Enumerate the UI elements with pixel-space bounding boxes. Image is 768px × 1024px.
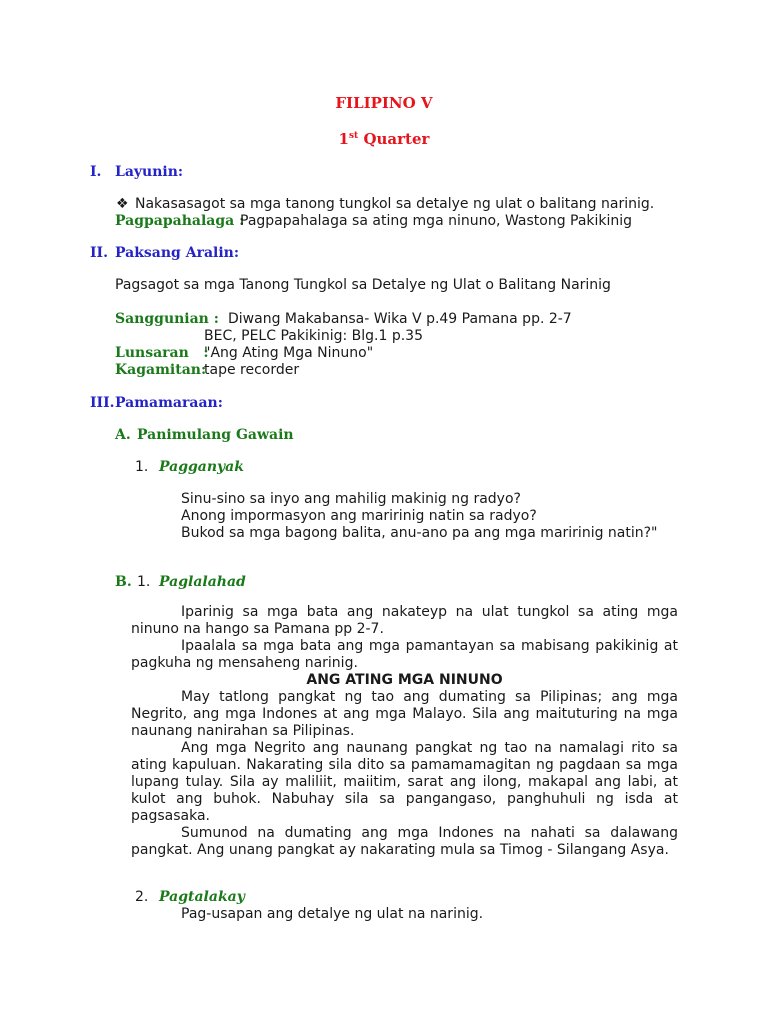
section-2-roman: II. — [90, 245, 108, 261]
kagamitan-label: Kagamitan: — [115, 362, 207, 378]
step-b1-number: 1. — [137, 574, 151, 590]
sanggunian-label: Sanggunian : — [115, 311, 219, 327]
objective-text: Nakasasagot sa mga tanong tungkol sa detalye ng ulat o balitang narinig. — [135, 196, 655, 212]
topic-text: Pagsagot sa mga Tanong Tungkol sa Detalye ng Ulat o Balitang Narinig — [115, 277, 611, 293]
story-body — [131, 689, 678, 859]
question-2: Anong impormasyon ang maririnig natin sa radyo? — [181, 508, 537, 524]
question-1: Sinu-sino sa inyo ang mahilig makinig ng radyo? — [181, 491, 521, 507]
step-b2-heading: Pagtalakay — [159, 889, 245, 905]
subsection-a-letter: A. — [115, 427, 131, 443]
story-paragraph-1: May tatlong pangkat ng tao ang dumating sa Pilipinas; ang mga Negrito, ang mga Indones at ang mga Malayo. Sila ang maituturing na mga naunang nanirahan sa Pilipinas. — [131, 689, 678, 739]
story-paragraph-2: Ang mga Negrito ang naunang pangkat ng tao na namalagi rito sa ating kapuluan. Nakarating sila dito sa pamamamagitan ng pagdaan sa mga lupang tulay. Sila ay maliliit, maiitim, sarat ang ilong, makapal ang labi, at kulot ang buhok. Nabuhay sila sa pangangaso, panghuhuli ng isda at pagsasaka. — [131, 740, 678, 824]
section-1-roman: I. — [90, 164, 102, 180]
pagtalakay-text: Pag-usapan ang detalye ng ulat na narinig. — [181, 906, 484, 922]
quarter-number: 1 — [338, 130, 349, 148]
question-3: Bukod sa mga bagong balita, anu-ano pa ang mga maririnig natin?" — [181, 525, 658, 541]
sanggunian-value-2: BEC, PELC Pakikinig: Blg.1 p.35 — [204, 328, 423, 344]
bullet-icon: ❖ — [116, 196, 129, 212]
section-1-heading: Layunin: — [115, 164, 184, 180]
quarter-word: Quarter — [363, 130, 430, 148]
story-title: ANG ATING MGA NINUNO — [306, 672, 503, 688]
section-3-heading: Pamamaraan: — [115, 395, 223, 411]
paragraph-1: Iparinig sa mga bata ang nakateyp na ulat tungkol sa ating mga ninuno na hango sa Pamana pp 2-7. — [131, 604, 678, 637]
subsection-b-letter: B. — [115, 574, 132, 590]
step-a1-number: 1. — [135, 459, 149, 475]
kagamitan-value: tape recorder — [204, 362, 300, 378]
section-3-roman: III. — [90, 395, 115, 411]
quarter-ordinal-suffix: st — [348, 131, 359, 141]
story-paragraph-3: Sumunod na dumating ang mga Indones na nahati sa dalawang pangkat. Ang unang pangkat ay nakarating mula sa Timog - Silangang Asya. — [131, 825, 678, 858]
step-b1-heading: Paglalahad — [159, 574, 246, 590]
paglalahad-body — [131, 604, 678, 672]
pagpapahalaga-value: Pagpapahalaga sa ating mga ninuno, Wastong Pakikinig — [240, 213, 633, 229]
step-a1-heading: Pagganyak — [159, 459, 244, 475]
quarter-heading — [0, 130, 768, 148]
paragraph-2: Ipaalala sa mga bata ang mga pamantayan sa mabisang pakikinig at pagkuha ng mensaheng narinig. — [131, 638, 678, 671]
pagpapahalaga-label: Pagpapahalaga : — [115, 213, 245, 229]
sanggunian-value-1: Diwang Makabansa- Wika V p.49 Pamana pp. 2-7 — [228, 311, 572, 327]
subsection-a-heading: Panimulang Gawain — [137, 427, 294, 443]
step-b2-number: 2. — [135, 889, 149, 905]
lunsaran-label: Lunsaran : — [115, 345, 209, 361]
section-2-heading: Paksang Aralin: — [115, 245, 240, 261]
lunsaran-value: "Ang Ating Mga Ninuno" — [204, 345, 374, 361]
document-title: FILIPINO V — [335, 94, 433, 112]
